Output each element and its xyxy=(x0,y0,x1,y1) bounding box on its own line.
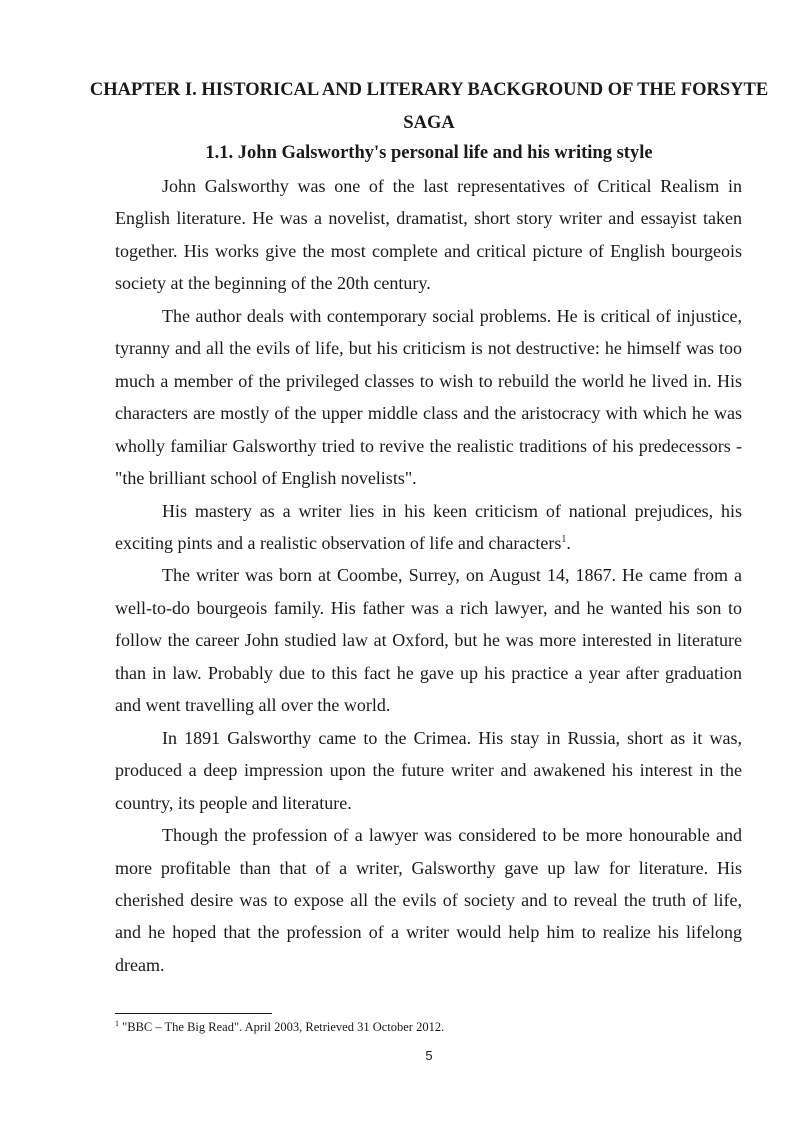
paragraph-2 xyxy=(115,300,742,495)
paragraph-4-text: The writer was born at Coombe, Surrey, on August 14, 1867. He came from a well-to-do bourgeois family. His father was a rich lawyer, and he wanted his son to follow the career John studied law at Oxford, but he was more interested in literature than in law. Probably due to this fact he gave up his practice a year after graduation and went travelling all over the world. xyxy=(115,565,742,716)
paragraph-1 xyxy=(115,170,742,300)
paragraph-3-end: . xyxy=(566,532,571,553)
paragraph-5 xyxy=(115,722,742,819)
paragraph-5-text: In 1891 Galsworthy came to the Crimea. His stay in Russia, short as it was, produced a deep impression upon the future writer and awakened his interest in the country, its people and literature. xyxy=(115,727,742,813)
paragraph-4 xyxy=(115,559,742,721)
footnote xyxy=(115,1019,742,1035)
body-text xyxy=(115,170,742,981)
paragraph-1-text: John Galsworthy was one of the last representatives of Critical Realism in English literature. He was a novelist, dramatist, short story writer and essayist taken together. His works give the most complete and critical picture of English bourgeois society at the beginning of the 20th century. xyxy=(115,176,742,294)
paragraph-6 xyxy=(115,819,742,981)
section-title: 1.1. John Galsworthy's personal life and his writing style xyxy=(205,143,653,163)
footnote-reference[interactable]: 1 xyxy=(561,533,567,545)
paragraph-6-text: Though the profession of a lawyer was considered to be more honourable and more profitable than that of a writer, Galsworthy gave up law for literature. His cherished desire was to expose all the evils of society and to reveal the truth of life, and he hoped that the profession of a writer would help him to realize his lifelong dream. xyxy=(115,825,742,975)
paragraph-2-text: The author deals with contemporary social problems. He is critical of injustice, tyranny and all the evils of life, but his criticism is not destructive: he himself was too much a member of the privileged classes to wish to rebuild the world he lived in. His characters are mostly of the upper middle class and the aristocracy with which he was wholly familiar Galsworthy tried to revive the realistic traditions of his predecessors -"the brilliant school of English novelists". xyxy=(115,305,742,489)
paragraph-3-text: His mastery as a writer lies in his keen criticism of national prejudices, his exciting pints and a realistic observation of life and characters xyxy=(115,500,742,553)
page-number: 5 xyxy=(425,1048,433,1063)
chapter-title: CHAPTER I. HISTORICAL AND LITERARY BACKGROUND OF THE FORSYTE SAGA xyxy=(89,80,769,133)
paragraph-3 xyxy=(115,495,742,560)
footnote-marker: 1 xyxy=(115,1018,119,1028)
footnote-divider xyxy=(115,1013,272,1014)
footnote-text: "BBC – The Big Read". April 2003, Retrieved 31 October 2012. xyxy=(119,1020,445,1034)
